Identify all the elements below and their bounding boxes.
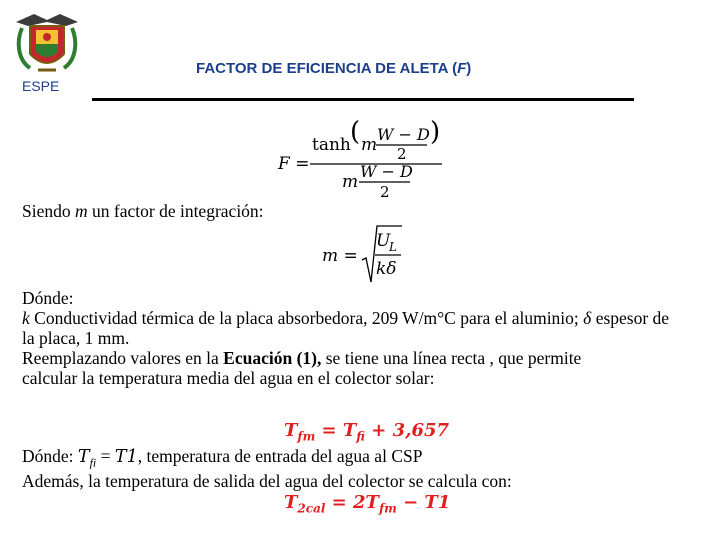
definition-k-symbol: k [22,308,30,328]
eq-t2-t2: T [365,492,379,513]
formula-m-kdelta: kδ [376,259,397,279]
eq-tfm-rest: + 3,657 [365,420,450,441]
equation-reference: Ecuación (1), [223,348,322,368]
donde2-t: T [77,447,90,467]
formula-f-num-m: m [361,135,378,155]
eq-t2-t: T [284,492,298,513]
replacement-line [22,348,702,368]
formula-f-den-two: 2 [380,183,390,201]
formula-m-l: L [389,240,397,254]
formula-m-lhs: m = [322,246,358,266]
donde2-rest: , temperatura de entrada del agua al CSP [137,446,423,466]
eq-t2-sub2: fm [378,501,397,516]
calculate-line: calcular la temperatura media del agua en el colector solar: [22,368,435,388]
definitions-paragraph [22,288,702,388]
intro-siendo: Siendo [22,201,75,221]
logo-label: ESPE [22,78,60,94]
eq-tfm-t: T [284,420,298,441]
formula-f-lhs: F = [278,154,310,174]
definition-delta-text: espesor de [591,308,670,328]
eq-t2-eq: = 2 [325,492,366,513]
espe-emblem-logo [8,8,86,78]
inlet-temperature-line [22,446,422,473]
formula-f-open-paren: ( [350,120,361,147]
eq-t2-rest: − T1 [396,492,451,513]
definition-k-text: Conductividad térmica de la placa absorbedora, 209 W/m°C para el aluminio; [29,308,584,328]
formula-f-den-m: m [342,172,359,192]
title-text: FACTOR DE EFICIENCIA DE ALETA ( [196,60,458,77]
definitions-label: Dónde: [22,288,74,308]
formula-f-close-paren: ) [430,120,441,147]
formula-f-num-inner: W − D [377,125,430,144]
eq-t2-sub: 2cal [297,501,326,516]
eq-tfm-t2: T [342,420,357,441]
definition-k-line [22,308,702,328]
replacement-rest: se tiene una línea recta , que permite [321,348,582,368]
formula-fin-efficiency [270,120,460,204]
title-close: ) [466,60,472,77]
formula-m-u: U [376,231,391,251]
donde2-sub: fi [89,455,97,470]
definition-delta-symbol: δ [583,308,592,328]
title-variable: F [457,60,467,77]
donde2-label: Dónde: [22,446,78,466]
eq-tfm-sub2: fi [356,429,366,444]
equation-t2cal [284,492,450,516]
eq-tfm-eq: = [315,420,343,441]
intro-text [22,201,264,221]
intro-m: m [75,201,88,221]
replacement-text: Reemplazando valores en la [22,348,224,368]
outlet-temperature-intro: Además, la temperatura de salida del agua del colector se calcula con: [22,471,512,491]
title-underline [92,98,634,101]
eq-tfm-sub: fm [297,429,316,444]
formula-f-tanh: tanh [312,135,351,155]
equation-tfm [284,420,449,444]
formula-f-den-inner: W − D [360,162,413,181]
definition-plate-line: la placa, 1 mm. [22,328,130,348]
donde2-t1: T1 [114,447,138,467]
donde2-eq: = [96,446,115,466]
intro-rest: un factor de integración: [87,201,264,221]
formula-f-num-two: 2 [397,145,407,163]
page-title [196,60,471,77]
formula-integration-factor [318,222,408,286]
